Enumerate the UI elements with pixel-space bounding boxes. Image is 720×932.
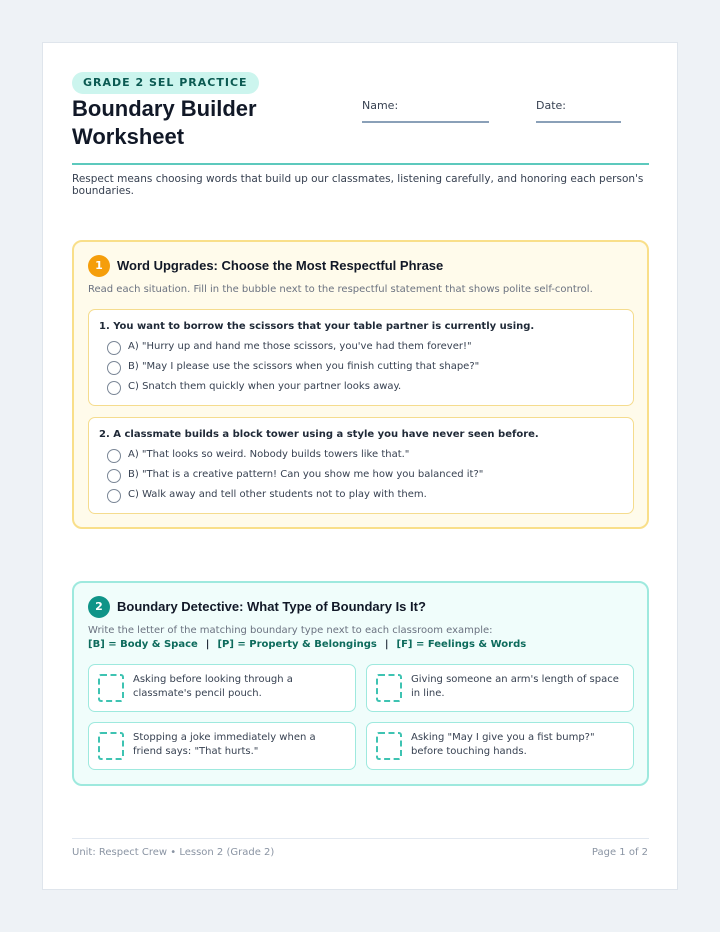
name-label: Name:: [362, 99, 399, 112]
answer-box[interactable]: [376, 732, 402, 760]
option-text: B) "May I please use the scissors when you finish cutting that shape?": [128, 361, 480, 372]
example-text: Stopping a joke immediately when a friend says: "That hurts.": [133, 732, 316, 757]
option-text: B) "That is a creative pattern! Can you show me how you balanced it?": [128, 469, 484, 480]
radio-bubble[interactable]: [107, 489, 121, 503]
radio-bubble[interactable]: [107, 381, 121, 395]
option-text: A) "Hurry up and hand me those scissors, you've had them forever!": [128, 341, 472, 352]
radio-bubble[interactable]: [107, 469, 121, 483]
example-card: [88, 722, 356, 770]
example-card: [366, 722, 634, 770]
question-prompt: 2. A classmate builds a block tower using a style you have never seen before.: [99, 429, 539, 440]
section-description: Write the letter of the matching boundary type next to each classroom example:: [88, 625, 493, 636]
radio-bubble[interactable]: [107, 361, 121, 375]
section-title: Boundary Detective: What Type of Boundary Is It?: [117, 599, 426, 614]
boundary-legend: [88, 639, 526, 650]
legend-body-space: [B] = Body & Space: [88, 639, 198, 650]
section-number-badge: 2: [88, 596, 110, 618]
example-card: [88, 664, 356, 712]
grade-badge: GRADE 2 SEL PRACTICE: [72, 72, 259, 94]
question-card: [88, 309, 634, 406]
radio-bubble[interactable]: [107, 449, 121, 463]
example-text: Giving someone an arm's length of space in line.: [411, 674, 619, 699]
date-label: Date:: [536, 99, 566, 112]
answer-box[interactable]: [376, 674, 402, 702]
header-divider: [72, 163, 649, 165]
section-boundary-detective: [72, 581, 649, 786]
question-prompt: 1. You want to borrow the scissors that your table partner is currently using.: [99, 321, 535, 332]
footer-page-number: Page 1 of 2: [591, 847, 648, 858]
option-text: C) Snatch them quickly when your partner looks away.: [128, 381, 402, 392]
answer-box[interactable]: [98, 732, 124, 760]
example-card: [366, 664, 634, 712]
page-title: Boundary Builder Worksheet: [72, 96, 257, 149]
footer-divider: [72, 838, 649, 839]
legend-property: [P] = Property & Belongings: [217, 639, 377, 650]
date-field[interactable]: [536, 121, 621, 123]
option-text: A) "That looks so weird. Nobody builds towers like that.": [128, 449, 410, 460]
section-description: Read each situation. Fill in the bubble next to the respectful statement that shows polite self-control.: [88, 284, 593, 295]
answer-box[interactable]: [98, 674, 124, 702]
name-field[interactable]: [362, 121, 489, 123]
section-title: Word Upgrades: Choose the Most Respectful Phrase: [117, 258, 444, 273]
legend-separator: |: [384, 639, 389, 650]
legend-separator: |: [205, 639, 210, 650]
section-word-upgrades: [72, 240, 649, 529]
section-number-badge: 1: [88, 255, 110, 277]
example-text: Asking "May I give you a fist bump?" before touching hands.: [411, 732, 595, 757]
example-text: Asking before looking through a classmate's pencil pouch.: [133, 674, 293, 699]
option-text: C) Walk away and tell other students not to play with them.: [128, 489, 427, 500]
footer-unit: Unit: Respect Crew • Lesson 2 (Grade 2): [72, 847, 275, 858]
radio-bubble[interactable]: [107, 341, 121, 355]
worksheet-page: [42, 42, 678, 890]
legend-feelings: [F] = Feelings & Words: [396, 639, 527, 650]
question-card: [88, 417, 634, 514]
intro-text: Respect means choosing words that build up our classmates, listening carefully, and honoring each person's boundaries.: [72, 173, 644, 197]
